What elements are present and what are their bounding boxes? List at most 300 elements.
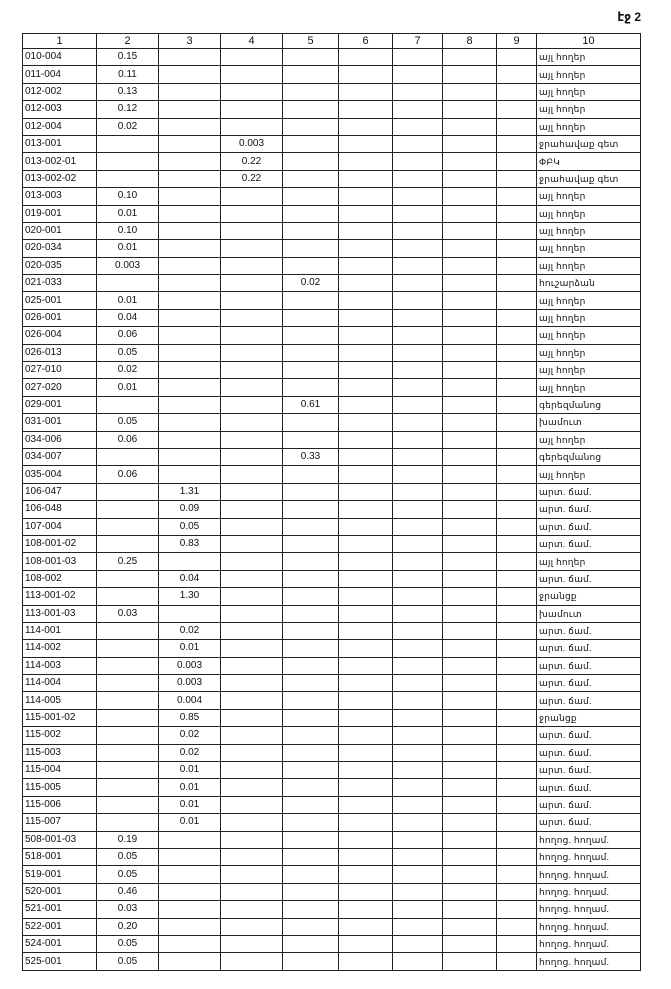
table-cell-col-4 — [221, 83, 283, 100]
table-cell-col-2: 0.10 — [97, 222, 159, 239]
table-cell-col-2 — [97, 622, 159, 639]
table-cell-col-2: 0.01 — [97, 292, 159, 309]
table-row — [23, 66, 641, 83]
table-cell-col-7 — [393, 501, 443, 518]
table-cell-col-8 — [443, 553, 497, 570]
table-cell-col-2: 0.05 — [97, 953, 159, 970]
table-cell-col-9 — [497, 501, 537, 518]
table-cell-col-8 — [443, 49, 497, 66]
table-cell-col-2: 0.20 — [97, 918, 159, 935]
table-cell-col-5 — [283, 257, 339, 274]
table-cell-col-3: 0.01 — [159, 796, 221, 813]
table-cell-col-1: 114-003 — [23, 657, 97, 674]
table-cell-col-8 — [443, 170, 497, 187]
table-cell-col-8 — [443, 518, 497, 535]
table-cell-col-1: 012-003 — [23, 101, 97, 118]
table-cell-col-10: արտ. ճամ. — [537, 762, 641, 779]
table-cell-col-7 — [393, 240, 443, 257]
table-cell-col-6 — [339, 848, 393, 865]
table-cell-col-10: այլ հողեր — [537, 292, 641, 309]
table-cell-col-8 — [443, 605, 497, 622]
table-cell-col-6 — [339, 901, 393, 918]
table-cell-col-5: 0.02 — [283, 275, 339, 292]
table-cell-col-2: 0.02 — [97, 362, 159, 379]
table-cell-col-2: 0.25 — [97, 553, 159, 570]
table-cell-col-5 — [283, 431, 339, 448]
table-cell-col-1: 013-002-02 — [23, 170, 97, 187]
table-cell-col-9 — [497, 640, 537, 657]
table-cell-col-8 — [443, 101, 497, 118]
table-cell-col-2 — [97, 396, 159, 413]
table-cell-col-10: հողոց. հողամ. — [537, 848, 641, 865]
table-cell-col-7 — [393, 379, 443, 396]
table-cell-col-4 — [221, 431, 283, 448]
land-parcel-table — [22, 33, 641, 971]
table-cell-col-1: 113-001-02 — [23, 588, 97, 605]
table-cell-col-2 — [97, 570, 159, 587]
table-cell-col-5 — [283, 83, 339, 100]
table-cell-col-6 — [339, 170, 393, 187]
table-cell-col-4 — [221, 831, 283, 848]
table-cell-col-9 — [497, 901, 537, 918]
table-cell-col-10: հողոց. հողամ. — [537, 883, 641, 900]
table-row — [23, 153, 641, 170]
table-row — [23, 709, 641, 726]
table-cell-col-6 — [339, 675, 393, 692]
table-cell-col-7 — [393, 953, 443, 970]
table-cell-col-7 — [393, 709, 443, 726]
table-cell-col-8 — [443, 135, 497, 152]
table-cell-col-1: 114-002 — [23, 640, 97, 657]
table-cell-col-4 — [221, 362, 283, 379]
table-row — [23, 657, 641, 674]
table-cell-col-7 — [393, 570, 443, 587]
table-cell-col-10: այլ հողեր — [537, 379, 641, 396]
table-row — [23, 49, 641, 66]
table-cell-col-6 — [339, 483, 393, 500]
table-cell-col-6 — [339, 292, 393, 309]
table-cell-col-6 — [339, 535, 393, 552]
table-cell-col-6 — [339, 362, 393, 379]
table-cell-col-9 — [497, 240, 537, 257]
table-cell-col-8 — [443, 448, 497, 465]
table-cell-col-2 — [97, 796, 159, 813]
table-cell-col-8 — [443, 396, 497, 413]
table-header-row — [23, 34, 641, 49]
table-row — [23, 362, 641, 379]
table-cell-col-3 — [159, 466, 221, 483]
table-cell-col-5 — [283, 292, 339, 309]
table-cell-col-3 — [159, 205, 221, 222]
table-row — [23, 814, 641, 831]
table-cell-col-6 — [339, 814, 393, 831]
table-row — [23, 883, 641, 900]
table-cell-col-6 — [339, 135, 393, 152]
table-cell-col-8 — [443, 709, 497, 726]
table-cell-col-7 — [393, 83, 443, 100]
table-cell-col-10: գերեզմանոց — [537, 396, 641, 413]
table-row — [23, 553, 641, 570]
table-cell-col-7 — [393, 101, 443, 118]
table-cell-col-7 — [393, 675, 443, 692]
table-cell-col-6 — [339, 414, 393, 431]
table-cell-col-9 — [497, 257, 537, 274]
table-cell-col-5 — [283, 953, 339, 970]
table-cell-col-10: այլ հողեր — [537, 466, 641, 483]
table-cell-col-9 — [497, 831, 537, 848]
table-cell-col-4 — [221, 866, 283, 883]
table-cell-col-6 — [339, 309, 393, 326]
table-cell-col-6 — [339, 448, 393, 465]
table-cell-col-3: 0.003 — [159, 675, 221, 692]
table-cell-col-1: 019-001 — [23, 205, 97, 222]
table-cell-col-2 — [97, 657, 159, 674]
table-cell-col-6 — [339, 953, 393, 970]
table-cell-col-6 — [339, 779, 393, 796]
table-cell-col-9 — [497, 379, 537, 396]
table-cell-col-4 — [221, 622, 283, 639]
table-cell-col-2: 0.05 — [97, 414, 159, 431]
table-row — [23, 866, 641, 883]
table-cell-col-10: այլ հողեր — [537, 83, 641, 100]
table-cell-col-5 — [283, 622, 339, 639]
table-cell-col-7 — [393, 309, 443, 326]
table-cell-col-6 — [339, 101, 393, 118]
table-row — [23, 935, 641, 952]
table-cell-col-4 — [221, 848, 283, 865]
table-row — [23, 396, 641, 413]
table-cell-col-3 — [159, 292, 221, 309]
table-cell-col-3 — [159, 414, 221, 431]
table-cell-col-9 — [497, 848, 537, 865]
table-cell-col-2 — [97, 501, 159, 518]
table-cell-col-1: 115-007 — [23, 814, 97, 831]
table-cell-col-10: հողոց. հողամ. — [537, 901, 641, 918]
table-cell-col-1: 113-001-03 — [23, 605, 97, 622]
table-cell-col-1: 108-002 — [23, 570, 97, 587]
table-cell-col-5 — [283, 866, 339, 883]
table-cell-col-9 — [497, 327, 537, 344]
table-cell-col-3: 1.31 — [159, 483, 221, 500]
table-cell-col-5 — [283, 553, 339, 570]
table-cell-col-10: արտ. ճամ. — [537, 657, 641, 674]
table-cell-col-10: ջրահավաք գետ — [537, 135, 641, 152]
table-cell-col-4 — [221, 344, 283, 361]
table-cell-col-4 — [221, 66, 283, 83]
table-cell-col-2: 0.06 — [97, 466, 159, 483]
table-cell-col-7 — [393, 883, 443, 900]
table-cell-col-2: 0.06 — [97, 431, 159, 448]
table-cell-col-1: 521-001 — [23, 901, 97, 918]
table-cell-col-7 — [393, 901, 443, 918]
table-cell-col-2: 0.05 — [97, 344, 159, 361]
table-cell-col-9 — [497, 814, 537, 831]
table-cell-col-4 — [221, 101, 283, 118]
table-cell-col-7 — [393, 135, 443, 152]
table-cell-col-7 — [393, 362, 443, 379]
table-cell-col-2 — [97, 762, 159, 779]
table-cell-col-9 — [497, 535, 537, 552]
table-cell-col-9 — [497, 448, 537, 465]
table-cell-col-8 — [443, 883, 497, 900]
table-cell-col-3 — [159, 275, 221, 292]
table-cell-col-9 — [497, 135, 537, 152]
column-header: 5 — [283, 34, 339, 49]
table-row — [23, 275, 641, 292]
table-cell-col-8 — [443, 762, 497, 779]
table-cell-col-5 — [283, 309, 339, 326]
table-cell-col-8 — [443, 692, 497, 709]
column-header: 2 — [97, 34, 159, 49]
table-cell-col-4: 0.003 — [221, 135, 283, 152]
table-cell-col-2: 0.05 — [97, 848, 159, 865]
table-cell-col-2: 0.11 — [97, 66, 159, 83]
table-cell-col-5 — [283, 222, 339, 239]
table-row — [23, 796, 641, 813]
table-cell-col-8 — [443, 779, 497, 796]
table-cell-col-1: 013-003 — [23, 188, 97, 205]
table-cell-col-9 — [497, 744, 537, 761]
table-cell-col-5 — [283, 466, 339, 483]
table-cell-col-9 — [497, 83, 537, 100]
table-cell-col-9 — [497, 362, 537, 379]
table-cell-col-6 — [339, 553, 393, 570]
table-cell-col-4 — [221, 448, 283, 465]
table-cell-col-5 — [283, 918, 339, 935]
table-cell-col-5 — [283, 118, 339, 135]
column-header: 1 — [23, 34, 97, 49]
table-cell-col-9 — [497, 344, 537, 361]
table-cell-col-10: արտ. ճամ. — [537, 535, 641, 552]
table-cell-col-9 — [497, 675, 537, 692]
table-cell-col-9 — [497, 188, 537, 205]
table-cell-col-3 — [159, 918, 221, 935]
table-cell-col-5 — [283, 570, 339, 587]
table-cell-col-1: 508-001-03 — [23, 831, 97, 848]
table-cell-col-3: 0.01 — [159, 762, 221, 779]
table-cell-col-10: ջրանցք — [537, 709, 641, 726]
table-cell-col-4 — [221, 657, 283, 674]
table-cell-col-3 — [159, 448, 221, 465]
table-cell-col-3 — [159, 883, 221, 900]
table-cell-col-5 — [283, 935, 339, 952]
table-cell-col-6 — [339, 918, 393, 935]
table-cell-col-7 — [393, 118, 443, 135]
column-header: 7 — [393, 34, 443, 49]
table-cell-col-8 — [443, 83, 497, 100]
table-cell-col-3: 0.02 — [159, 727, 221, 744]
table-cell-col-9 — [497, 275, 537, 292]
table-cell-col-2 — [97, 640, 159, 657]
table-cell-col-6 — [339, 744, 393, 761]
table-cell-col-3: 0.85 — [159, 709, 221, 726]
table-cell-col-1: 524-001 — [23, 935, 97, 952]
table-cell-col-8 — [443, 275, 497, 292]
table-cell-col-3 — [159, 344, 221, 361]
table-cell-col-3 — [159, 153, 221, 170]
table-cell-col-1: 020-034 — [23, 240, 97, 257]
table-cell-col-9 — [497, 605, 537, 622]
table-row — [23, 414, 641, 431]
table-cell-col-8 — [443, 414, 497, 431]
column-header: 6 — [339, 34, 393, 49]
table-cell-col-3: 0.04 — [159, 570, 221, 587]
table-cell-col-2: 0.46 — [97, 883, 159, 900]
table-cell-col-9 — [497, 883, 537, 900]
table-cell-col-5 — [283, 414, 339, 431]
table-cell-col-5 — [283, 675, 339, 692]
table-cell-col-2 — [97, 588, 159, 605]
table-row — [23, 675, 641, 692]
table-cell-col-5 — [283, 344, 339, 361]
table-cell-col-3: 0.004 — [159, 692, 221, 709]
table-cell-col-6 — [339, 118, 393, 135]
table-cell-col-1: 020-035 — [23, 257, 97, 274]
table-cell-col-4 — [221, 309, 283, 326]
table-cell-col-3 — [159, 848, 221, 865]
table-cell-col-4 — [221, 327, 283, 344]
table-cell-col-2: 0.04 — [97, 309, 159, 326]
table-cell-col-4 — [221, 640, 283, 657]
table-row — [23, 570, 641, 587]
table-row — [23, 379, 641, 396]
table-cell-col-10: այլ հողեր — [537, 66, 641, 83]
table-row — [23, 257, 641, 274]
table-cell-col-8 — [443, 657, 497, 674]
table-cell-col-8 — [443, 327, 497, 344]
table-cell-col-5 — [283, 692, 339, 709]
table-cell-col-8 — [443, 292, 497, 309]
table-cell-col-3 — [159, 257, 221, 274]
table-cell-col-7 — [393, 153, 443, 170]
table-cell-col-4 — [221, 222, 283, 239]
table-cell-col-2: 0.05 — [97, 866, 159, 883]
table-row — [23, 744, 641, 761]
table-cell-col-10: ջրահավաք գետ — [537, 170, 641, 187]
table-cell-col-1: 013-002-01 — [23, 153, 97, 170]
table-cell-col-1: 020-001 — [23, 222, 97, 239]
table-row — [23, 188, 641, 205]
table-cell-col-7 — [393, 814, 443, 831]
table-cell-col-8 — [443, 431, 497, 448]
table-cell-col-4 — [221, 779, 283, 796]
table-cell-col-7 — [393, 466, 443, 483]
table-cell-col-2 — [97, 448, 159, 465]
table-cell-col-9 — [497, 588, 537, 605]
table-cell-col-2 — [97, 483, 159, 500]
table-cell-col-3 — [159, 831, 221, 848]
table-cell-col-9 — [497, 692, 537, 709]
table-cell-col-5 — [283, 135, 339, 152]
table-cell-col-10: արտ. ճամ. — [537, 640, 641, 657]
table-cell-col-8 — [443, 501, 497, 518]
table-cell-col-2 — [97, 518, 159, 535]
table-cell-col-7 — [393, 222, 443, 239]
table-cell-col-10: այլ հողեր — [537, 118, 641, 135]
table-cell-col-3 — [159, 222, 221, 239]
table-cell-col-6 — [339, 66, 393, 83]
table-cell-col-8 — [443, 379, 497, 396]
table-cell-col-9 — [497, 483, 537, 500]
table-cell-col-2: 0.12 — [97, 101, 159, 118]
table-cell-col-10: արտ. ճամ. — [537, 692, 641, 709]
table-cell-col-7 — [393, 588, 443, 605]
table-cell-col-4 — [221, 953, 283, 970]
table-cell-col-3 — [159, 101, 221, 118]
table-cell-col-10: արտ. ճամ. — [537, 570, 641, 587]
table-cell-col-3 — [159, 953, 221, 970]
table-cell-col-9 — [497, 622, 537, 639]
table-cell-col-4 — [221, 918, 283, 935]
table-cell-col-3 — [159, 362, 221, 379]
table-cell-col-1: 522-001 — [23, 918, 97, 935]
table-cell-col-3 — [159, 309, 221, 326]
table-cell-col-2: 0.05 — [97, 935, 159, 952]
table-cell-col-2: 0.01 — [97, 240, 159, 257]
table-cell-col-8 — [443, 570, 497, 587]
table-cell-col-3 — [159, 327, 221, 344]
table-cell-col-1: 108-001-03 — [23, 553, 97, 570]
table-row — [23, 518, 641, 535]
table-cell-col-2: 0.03 — [97, 901, 159, 918]
table-cell-col-3 — [159, 170, 221, 187]
table-cell-col-9 — [497, 309, 537, 326]
table-cell-col-7 — [393, 605, 443, 622]
table-cell-col-3 — [159, 83, 221, 100]
table-cell-col-6 — [339, 205, 393, 222]
table-cell-col-2: 0.02 — [97, 118, 159, 135]
table-cell-col-3 — [159, 135, 221, 152]
table-cell-col-7 — [393, 292, 443, 309]
table-cell-col-4 — [221, 483, 283, 500]
table-cell-col-1: 034-007 — [23, 448, 97, 465]
table-cell-col-1: 011-004 — [23, 66, 97, 83]
table-cell-col-10: հողոց. հողամ. — [537, 918, 641, 935]
table-cell-col-9 — [497, 727, 537, 744]
table-cell-col-10: խամուտ — [537, 414, 641, 431]
table-cell-col-7 — [393, 640, 443, 657]
table-cell-col-6 — [339, 257, 393, 274]
column-header: 3 — [159, 34, 221, 49]
table-cell-col-3: 0.01 — [159, 779, 221, 796]
table-cell-col-4 — [221, 535, 283, 552]
table-cell-col-6 — [339, 275, 393, 292]
table-cell-col-4 — [221, 553, 283, 570]
table-cell-col-1: 115-006 — [23, 796, 97, 813]
table-cell-col-5 — [283, 831, 339, 848]
table-cell-col-10: այլ հողեր — [537, 431, 641, 448]
table-cell-col-1: 106-047 — [23, 483, 97, 500]
table-cell-col-7 — [393, 49, 443, 66]
table-cell-col-6 — [339, 640, 393, 657]
table-cell-col-9 — [497, 709, 537, 726]
table-cell-col-5 — [283, 379, 339, 396]
table-cell-col-4 — [221, 709, 283, 726]
table-cell-col-2 — [97, 692, 159, 709]
table-cell-col-2: 0.10 — [97, 188, 159, 205]
table-cell-col-6 — [339, 240, 393, 257]
table-cell-col-9 — [497, 796, 537, 813]
table-cell-col-5 — [283, 535, 339, 552]
table-cell-col-9 — [497, 292, 537, 309]
table-cell-col-8 — [443, 727, 497, 744]
table-row — [23, 779, 641, 796]
table-cell-col-10: արտ. ճամ. — [537, 814, 641, 831]
table-cell-col-10: արտ. ճամ. — [537, 744, 641, 761]
table-cell-col-5 — [283, 848, 339, 865]
table-cell-col-7 — [393, 170, 443, 187]
table-cell-col-9 — [497, 570, 537, 587]
